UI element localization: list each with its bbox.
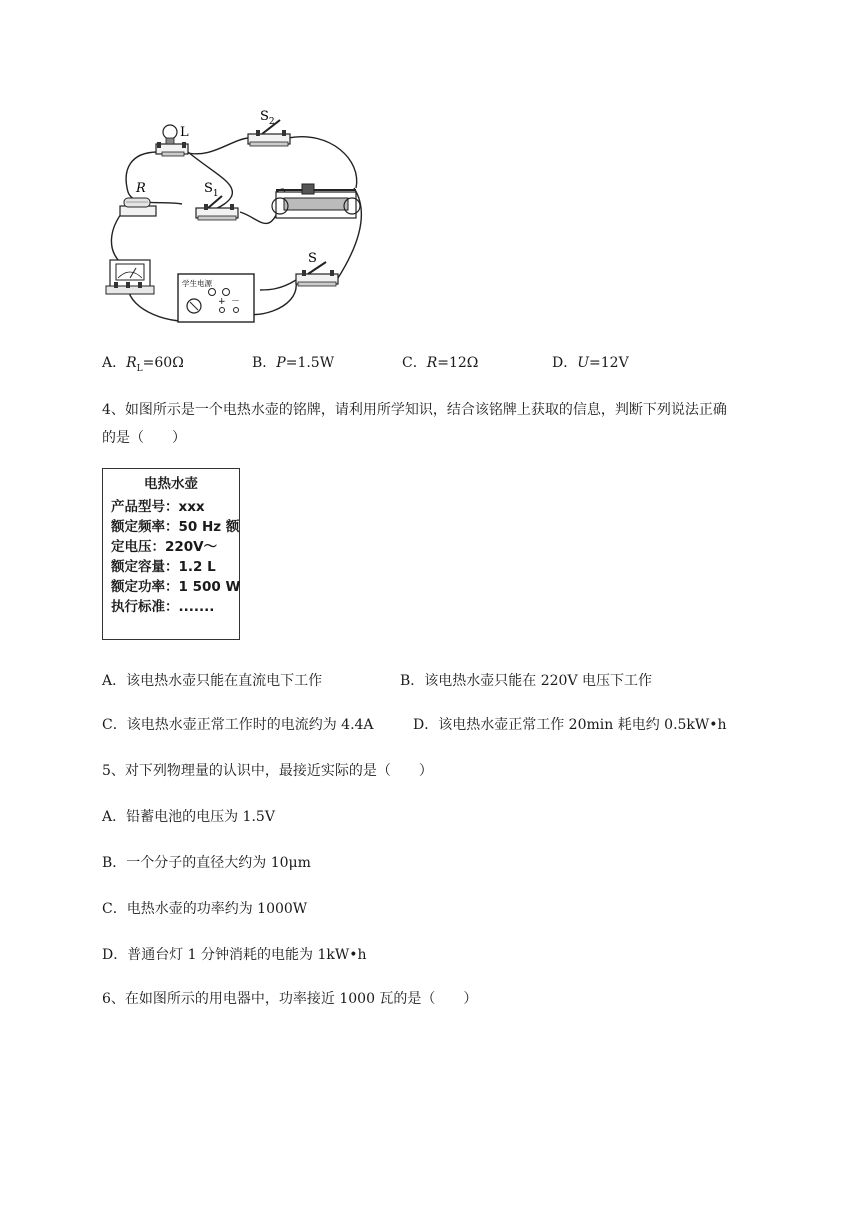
option-value: =60Ω [142,355,184,371]
q3-option-c [402,352,478,372]
q4-stem-line2: 的是（ ） [102,430,186,446]
q5-stem: 5、对下列物理量的认识中，最接近实际的是（ ） [102,763,433,779]
minus-sign: － [231,297,241,307]
option-value: =12V [589,355,629,371]
resistor-icon [120,198,156,216]
nameplate-row: 额定功率：1 500 W [111,579,241,595]
lamp-label: L [180,125,189,140]
wire [260,280,296,290]
rheostat-icon [272,184,360,218]
option-value: =12Ω [437,355,479,371]
circuit-diagram [100,100,380,330]
switch-main-label: S [308,251,317,266]
resistor-label: R [136,181,146,196]
q6-stem: 6、在如图所示的用电器中，功率接近 1000 瓦的是（ ） [102,991,478,1007]
nameplate-row: 额定容量：1.2 L [111,559,216,575]
option-var: R [126,355,137,371]
power-supply-label: 学生电源 [182,279,212,288]
q4-option-a: A．该电热水壶只能在直流电下工作 [102,673,323,689]
kettle-nameplate [102,468,240,640]
q4-option-d: D．该电热水壶正常工作 20min 耗电约 0.5kW•h [413,717,727,733]
option-sub: L [136,363,143,374]
nameplate-title: 电热水壶 [144,476,198,492]
option-letter: B． [252,355,277,371]
wire [126,152,182,204]
q4-option-b: B．该电热水壶只能在 220V 电压下工作 [400,673,653,689]
option-letter: D． [552,355,578,371]
plus-sign: + [218,297,226,307]
q3-option-d [552,352,629,372]
q5-option-a: A．铅蓄电池的电压为 1.5V [102,809,275,825]
nameplate-row: 额定频率：50 Hz 额 [111,519,240,535]
switch-s2-label: $S_2$ [260,109,275,127]
option-value: =1.5W [285,355,335,371]
switch-s1-label: $S_1$ [204,181,219,199]
option-letter: A． [102,355,127,371]
q5-option-d: D．普通台灯 1 分钟消耗的电能为 1kW•h [102,947,367,963]
q5-option-c: C．电热水壶的功率约为 1000W [102,901,308,917]
wire [288,137,357,188]
option-var: U [577,355,590,371]
switch-s1-icon [196,196,238,220]
option-letter: C． [402,355,427,371]
option-var: P [276,355,286,371]
wire [111,210,124,262]
q4-option-c: C．该电热水壶正常工作时的电流约为 4.4A [102,717,374,733]
meter-icon [106,260,154,294]
nameplate-row: 执行标准：....... [111,599,215,615]
nameplate-row: 产品型号：xxx [111,499,205,515]
switch-main-icon [296,262,338,286]
q3-option-b [252,352,334,372]
q3-option-a [102,352,184,374]
option-var: R [426,355,438,371]
wire [184,138,248,154]
nameplate-row: 定电压：220V～ [111,539,218,555]
q4-stem-line1: 4、如图所示是一个电热水壶的铭牌，请利用所学知识，结合该铭牌上获取的信息，判断下列说法正确 [102,402,727,418]
q5-option-b: B．一个分子的直径大约为 10μm [102,855,311,871]
